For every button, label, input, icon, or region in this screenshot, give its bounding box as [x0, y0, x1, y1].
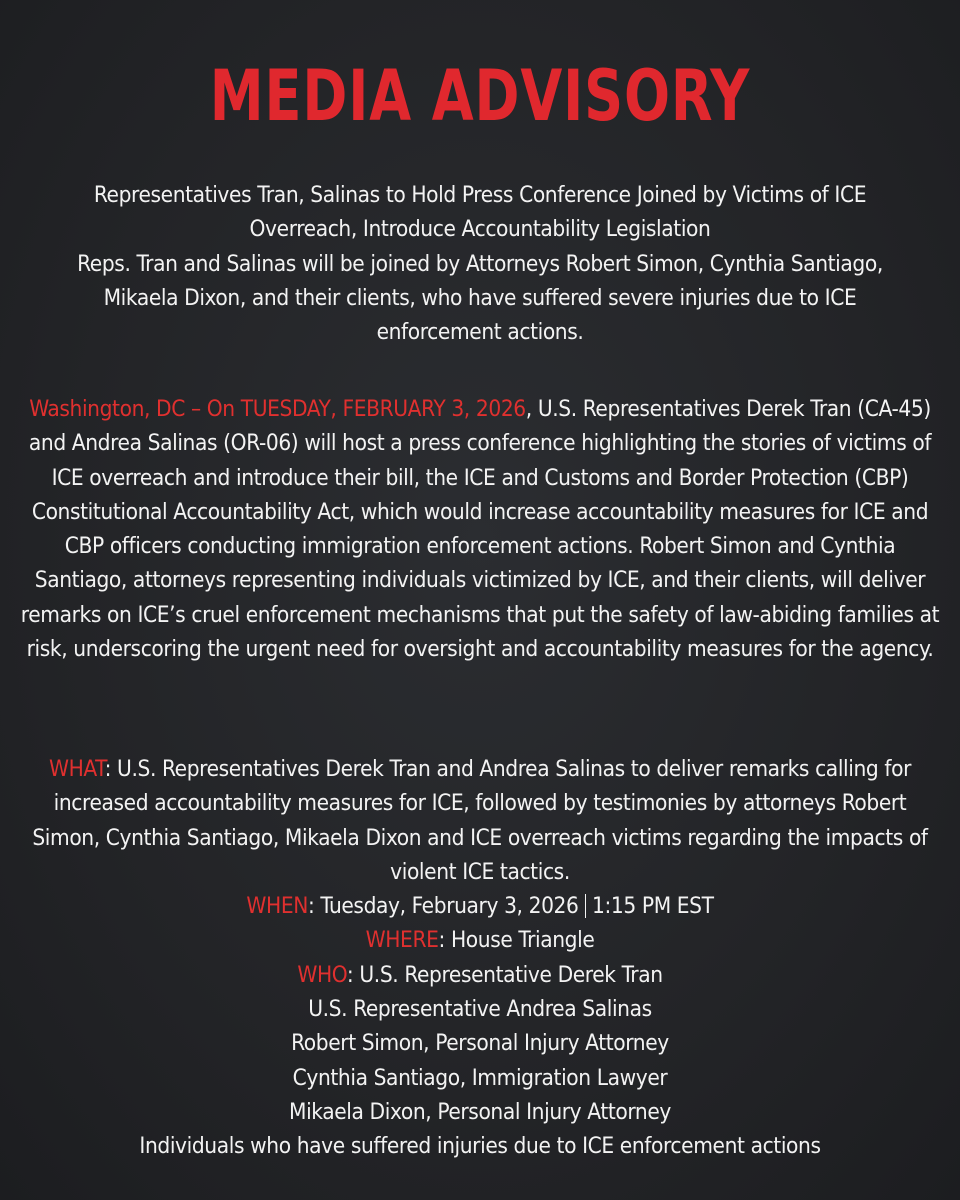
who-list-item: Robert Simon, Personal Injury Attorney	[291, 1030, 669, 1057]
who-section	[20, 958, 940, 992]
where-text: : House Triangle	[438, 927, 595, 954]
page-title: MEDIA ADVISORY	[209, 55, 751, 137]
headline-line: Overreach, Introduce Accountability Legislation	[249, 216, 711, 243]
headline-block	[20, 178, 940, 349]
event-details	[20, 752, 940, 1164]
when-date: : Tuesday, February 3, 2026	[307, 893, 579, 920]
who-list-item: Cynthia Santiago, Immigration Lawyer	[292, 1064, 668, 1091]
dateline: Washington, DC – On TUESDAY, FEBRUARY 3, 2026	[29, 396, 526, 422]
who-list-item: Mikaela Dixon, Personal Injury Attorney	[289, 1098, 671, 1125]
subheadline-line: enforcement actions.	[376, 319, 584, 346]
separator-bar	[585, 894, 587, 918]
subheadline-line: Mikaela Dixon, and their clients, who have suffered severe injuries due to ICE	[103, 284, 857, 311]
when-label: WHEN	[246, 893, 308, 920]
where-section	[20, 923, 940, 957]
where-label: WHERE	[365, 927, 439, 954]
when-time: 1:15 PM EST	[592, 893, 714, 920]
body-text: , U.S. Representatives Derek Tran (CA-45) and Andrea Salinas (OR-06) will host a press conference highlighting the stories of victims of ICE overreach and introduce their bill, the ICE and Customs and Border Protection (CBP) Constitutional Accountability Act, which would increase accountability measures for ICE and CBP officers conducting immigration enforcement actions. Robert Simon and Cynthia Santiago, attorneys representing individuals victimized by ICE, and their clients, will deliver remarks on ICE’s cruel enforcement mechanisms that put the safety of law-abiding families at risk, underscoring the urgent need for oversight and accountability measures for the agency.	[20, 396, 940, 663]
subheadline-line: Reps. Tran and Salinas will be joined by Attorneys Robert Simon, Cynthia Santiago,	[77, 250, 883, 277]
who-first: : U.S. Representative Derek Tran	[346, 961, 663, 988]
body-paragraph	[20, 392, 940, 666]
what-section	[20, 752, 940, 889]
what-label: WHAT	[48, 756, 105, 782]
who-list-item: U.S. Representative Andrea Salinas	[308, 996, 652, 1023]
who-list-item: Individuals who have suffered injuries due to ICE enforcement actions	[139, 1133, 821, 1160]
who-label: WHO	[297, 961, 347, 988]
when-section	[20, 889, 940, 923]
what-text: : U.S. Representatives Derek Tran and Andrea Salinas to deliver remarks calling for increased accountability measures for ICE, followed by testimonies by attorneys Robert Simon, Cynthia Santiago, Mikaela Dixon and ICE overreach victims regarding the impacts of violent ICE tactics.	[32, 756, 928, 885]
headline-line: Representatives Tran, Salinas to Hold Press Conference Joined by Victims of ICE	[93, 182, 867, 208]
